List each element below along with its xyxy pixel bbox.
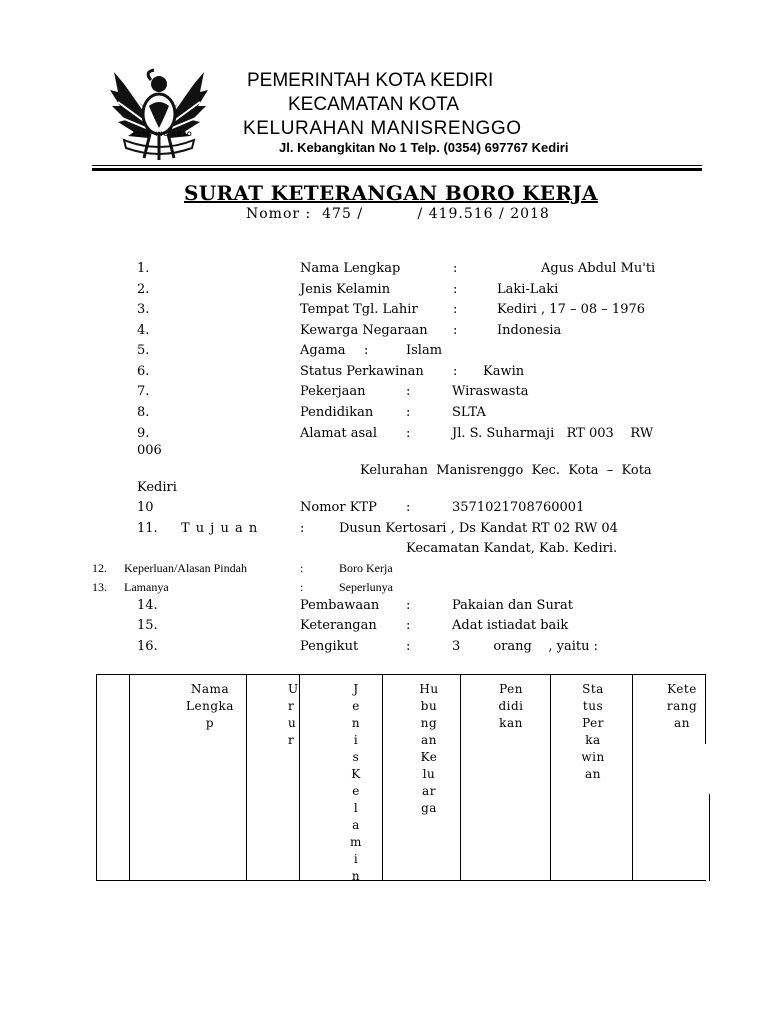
row-7-number: 7. [137,384,150,399]
table-bottom-border [96,880,706,881]
row-1-number: 1. [137,261,150,276]
row-10-value: 3571021708760001 [452,500,585,515]
row-5-colon: : [364,343,369,358]
table-col-line [709,794,710,881]
row-13-label: Lamanya [124,580,169,594]
row-2-colon: : [453,282,458,297]
row-1-label: Nama Lengkap [300,261,401,276]
row-15-colon: : [406,618,411,633]
row-9-label: Alamat asal [300,426,378,441]
row-8-number: 8. [137,405,150,420]
header-government: PEMERINTAH KOTA KEDIRI [247,70,494,91]
row-11-value: Dusun Kertosari , Ds Kandat RT 02 RW 04 [339,521,618,536]
row-5-value: Islam [406,343,443,358]
row-14-number: 14. [137,598,158,613]
row-4-label: Kewarga Negaraan [300,323,428,338]
row-8-colon: : [406,405,411,420]
table-header-status-perkawinan: Sta tus Per ka win an [581,682,605,781]
row-6-colon: : [453,364,458,379]
table-col-line [632,674,633,881]
row-4-value: Indonesia [497,323,562,338]
table-col-line [382,674,383,881]
row-6-number: 6. [137,364,150,379]
row-7-label: Pekerjaan [300,384,366,399]
row-12-colon: : [300,561,304,575]
row-2-label: Jenis Kelamin [300,282,391,297]
row-1-colon: : [453,261,458,276]
row-13-colon: : [300,580,304,594]
followers-table [96,674,706,881]
row-10-colon: : [406,500,411,515]
row-16-colon: : [406,639,411,654]
row-3-label: Tempat Tgl. Lahir [300,302,418,317]
row-9-colon: : [406,426,411,441]
table-col-line [129,674,130,881]
row-8-label: Pendidikan [300,405,374,420]
row-2-number: 2. [137,282,150,297]
row-11-colon: : [300,521,305,536]
row-10-label: Nomor KTP [300,500,377,515]
row-13-value: Seperlunya [339,580,393,594]
document-number: Nomor : 475 / / 419.516 / 2018 [246,206,550,222]
header-rule-thin [92,165,702,166]
row-10-number: 10 [137,500,154,515]
table-header-hubungan-keluarga: Hu bu ng an Ke lu ar ga [419,682,439,815]
row-2-value: Laki-Laki [497,282,559,297]
row-9-number: 9. [137,426,150,441]
row-4-colon: : [453,323,458,338]
row-1-value: Agus Abdul Mu'ti [541,261,656,276]
row-3-value: Kediri , 17 – 08 – 1976 [497,302,646,317]
table-top-border [96,674,706,675]
row-6-value: Kawin [483,364,525,379]
row-11-number: 11. [137,521,158,536]
table-header-pendidikan: Pen didi kan [498,682,524,730]
row-14-value: Pakaian dan Surat [452,598,573,613]
header-rule-thick [92,168,702,171]
document-title: SURAT KETERANGAN BORO KERJA [184,181,598,205]
row-11-value-line2: Kecamatan Kandat, Kab. Kediri. [406,541,618,556]
header-kecamatan: KECAMATAN KOTA [288,94,460,115]
row-12-number: 12. [92,561,107,575]
row-7-value: Wiraswasta [452,384,529,399]
header-address: Jl. Kebangkitan No 1 Telp. (0354) 697767 Kediri [279,140,569,155]
table-col-line [246,674,247,881]
row-3-number: 3. [137,302,150,317]
header-kelurahan: KELURAHAN MANISRENGGO [243,118,522,139]
row-15-value: Adat istiadat baik [452,618,569,633]
row-16-value: 3 orang , yaitu : [452,639,598,654]
row-3-colon: : [453,302,458,317]
row-15-label: Keterangan [300,618,377,633]
row-12-value: Boro Kerja [339,561,393,575]
logo-motto-text: JOYO ING BOJO [132,132,193,138]
row-9-value: Jl. S. Suharmaji RT 003 RW [452,426,654,441]
row-12-label: Keperluan/Alasan Pindah [124,561,247,575]
row-8-value: SLTA [452,405,486,420]
row-16-label: Pengikut [300,639,359,654]
row-5-number: 5. [137,343,150,358]
table-header-umur: U r u r [288,682,299,747]
table-col-line [550,674,551,881]
row-6-label: Status Perkawinan [300,364,424,379]
table-col-line [705,674,706,744]
row-14-colon: : [406,598,411,613]
table-header-jenis-kelamin: J e n i s K e l a m i n [350,682,362,883]
row-5-label: Agama [300,343,346,358]
table-header-nama: Nama Lengka p [186,682,234,730]
row-15-number: 15. [137,618,158,633]
row-9-value-line2: Kelurahan Manisrenggo Kec. Kota – Kota [360,463,652,478]
table-header-keterangan: Kete rang an [666,682,698,730]
row-9-value-line2-wrap: Kediri [137,480,177,495]
table-col-line [460,674,461,881]
kediri-emblem-logo [104,62,214,162]
row-7-colon: : [406,384,411,399]
row-9-value-wrap: 006 [137,443,162,458]
row-14-label: Pembawaan [300,598,380,613]
table-col-line [96,674,97,881]
row-16-number: 16. [137,639,158,654]
row-13-number: 13. [92,580,107,594]
row-4-number: 4. [137,323,150,338]
row-11-label: T u j u a n [181,521,259,536]
